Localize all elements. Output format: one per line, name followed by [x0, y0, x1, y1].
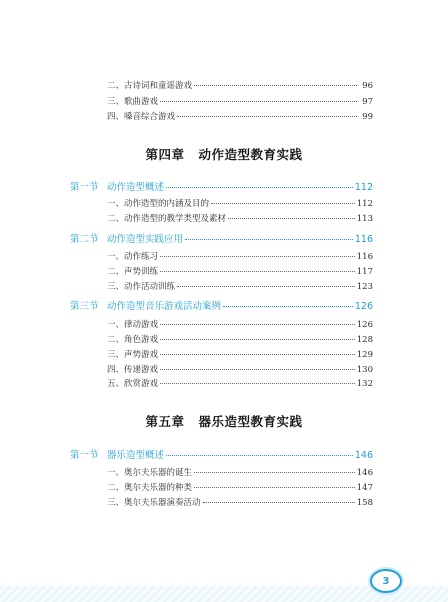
- chapter-heading[interactable]: [0, 145, 448, 163]
- dot-leader: [194, 471, 355, 473]
- toc-item-title: 三、奥尔夫乐器演奏活动: [107, 498, 201, 508]
- dot-leader: [166, 186, 353, 188]
- toc-item[interactable]: [107, 281, 373, 293]
- toc-item-title: 五、欣赏游戏: [107, 379, 159, 389]
- toc-item[interactable]: [107, 334, 373, 346]
- dot-leader: [160, 323, 355, 325]
- section-page: 126: [354, 301, 373, 312]
- toc-item[interactable]: [107, 213, 373, 225]
- chapter-title: 动作造型教育实践: [198, 147, 303, 162]
- dot-leader: [160, 255, 355, 257]
- section-page: 146: [354, 450, 373, 461]
- section-number: 第二节: [70, 234, 99, 245]
- toc-item-page: 146: [356, 468, 373, 478]
- toc-item[interactable]: [107, 80, 373, 92]
- dot-leader: [194, 486, 355, 488]
- toc-section[interactable]: [70, 300, 373, 313]
- toc-item[interactable]: [107, 467, 373, 479]
- toc-item-title: 二、动作造型的教学类型及素材: [107, 214, 227, 224]
- toc-item-page: 97: [362, 97, 373, 107]
- toc-item-title: 四、传递游戏: [107, 365, 159, 375]
- toc-item-title: 二、声势训练: [107, 267, 159, 277]
- toc-section[interactable]: [70, 449, 373, 462]
- dot-leader: [177, 285, 355, 287]
- toc-item[interactable]: [107, 482, 373, 494]
- toc-item[interactable]: [107, 251, 373, 263]
- toc-item-title: 三、声势游戏: [107, 350, 159, 360]
- toc-section[interactable]: [70, 181, 373, 194]
- dot-leader: [177, 115, 357, 117]
- section-title: 器乐造型概述: [107, 450, 165, 461]
- section-title: 动作造型概述: [107, 182, 165, 193]
- toc-item-title: 一、奥尔夫乐器的诞生: [107, 468, 193, 478]
- dot-leader: [185, 238, 353, 240]
- toc-item-title: 一、律动游戏: [107, 320, 159, 330]
- toc-item-page: 99: [362, 112, 373, 122]
- toc-item-title: 二、角色游戏: [107, 335, 159, 345]
- toc-item-page: 128: [356, 335, 373, 345]
- dot-leader: [166, 454, 353, 456]
- toc-item-page: 130: [356, 365, 373, 375]
- toc-item-page: 123: [356, 282, 373, 292]
- dot-leader: [211, 202, 355, 204]
- toc-item-title: 一、动作造型的内涵及目的: [107, 199, 210, 209]
- chapter-number: 第四章: [145, 147, 185, 162]
- toc-item-title: 一、动作练习: [107, 252, 159, 262]
- section-number: 第一节: [70, 450, 99, 461]
- toc-item-page: 96: [362, 81, 373, 91]
- toc-item-page: 147: [356, 483, 373, 493]
- section-title: 动作造型实践应用: [107, 234, 184, 245]
- dot-leader: [228, 217, 355, 219]
- chapter-heading[interactable]: [0, 412, 448, 430]
- section-title: 动作造型音乐游戏活动案例: [107, 301, 222, 312]
- toc-item-page: 117: [356, 267, 373, 277]
- toc-item-title: 二、古诗词和童谣游戏: [107, 81, 193, 91]
- toc-item-page: 126: [356, 320, 373, 330]
- toc-item-title: 三、动作活动训练: [107, 282, 176, 292]
- toc-item-page: 112: [356, 199, 373, 209]
- toc-item[interactable]: [107, 198, 373, 210]
- chapter-number: 第五章: [145, 414, 185, 429]
- toc-item[interactable]: [107, 378, 373, 390]
- toc-item[interactable]: [107, 349, 373, 361]
- dot-leader: [160, 270, 355, 272]
- toc-item-title: 四、嗓音综合游戏: [107, 112, 176, 122]
- toc-item-page: 132: [356, 379, 373, 389]
- dot-leader: [160, 353, 355, 355]
- toc-section[interactable]: [70, 233, 373, 246]
- dot-leader: [203, 501, 355, 503]
- dot-leader: [160, 338, 355, 340]
- page-number: 3: [382, 575, 390, 587]
- toc-item-page: 116: [356, 252, 373, 262]
- section-page: 116: [354, 234, 373, 245]
- toc-item-page: 158: [356, 498, 373, 508]
- dot-leader: [160, 382, 355, 384]
- chapter-title: 器乐造型教育实践: [198, 414, 303, 429]
- toc-item-title: 三、歌曲游戏: [107, 97, 159, 107]
- section-number: 第三节: [70, 301, 99, 312]
- toc-item-page: 129: [356, 350, 373, 360]
- toc-item-page: 113: [356, 214, 373, 224]
- dot-leader: [223, 305, 353, 307]
- dot-leader: [194, 84, 357, 86]
- dot-leader: [160, 100, 357, 102]
- toc-item[interactable]: [107, 497, 373, 509]
- toc-item[interactable]: [107, 96, 373, 108]
- toc-item-title: 二、奥尔夫乐器的种类: [107, 483, 193, 493]
- toc-item[interactable]: [107, 266, 373, 278]
- toc-item[interactable]: [107, 319, 373, 331]
- toc-item[interactable]: [107, 111, 373, 123]
- dot-leader: [160, 368, 355, 370]
- section-page: 112: [354, 182, 373, 193]
- page-number-badge: [370, 569, 402, 593]
- toc-item[interactable]: [107, 364, 373, 376]
- section-number: 第一节: [70, 182, 99, 193]
